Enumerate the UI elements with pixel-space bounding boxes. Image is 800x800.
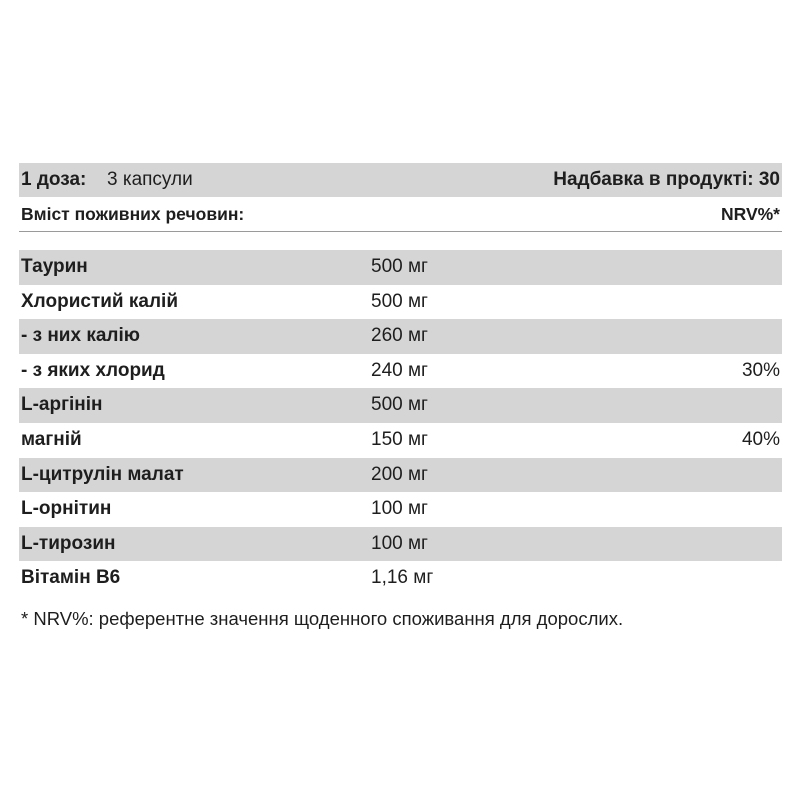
nutrient-amount: 500 мг [371, 394, 428, 416]
nutrient-amount: 100 мг [371, 532, 428, 554]
serving-header-row [19, 163, 782, 197]
nutrient-amount: 100 мг [371, 498, 428, 520]
nutrient-amount: 500 мг [371, 256, 428, 277]
nutrient-amount: 240 мг [371, 359, 428, 381]
nutrient-name: - з яких хлорид [21, 359, 165, 381]
table-row [19, 388, 782, 423]
dose-value: 3 капсули [107, 169, 193, 190]
nutrient-nrv: 40% [741, 428, 780, 450]
table-row [19, 527, 782, 562]
nutrient-name: - з них калію [21, 325, 140, 347]
nutrient-name: L-тирозин [21, 532, 116, 554]
table-row [19, 492, 782, 527]
dose-label: 1 доза: [21, 169, 87, 190]
nutrient-amount: 1,16 мг [371, 567, 434, 589]
nutrition-table [19, 163, 782, 596]
table-row [19, 561, 782, 596]
nutrient-name: Таурин [21, 256, 88, 277]
nutrient-amount: 260 мг [371, 325, 428, 347]
nutrient-name: Хлористий калій [21, 290, 179, 312]
nutrient-name: L-цитрулін малат [21, 463, 184, 485]
nutrient-name: L-орнітин [21, 498, 112, 520]
nrv-footnote: * NRV%: референтне значення щоденного споживання для дорослих. [21, 608, 624, 629]
table-row [19, 458, 782, 493]
nutrient-amount: 500 мг [371, 290, 428, 312]
header-spacer [19, 232, 782, 250]
nutrient-name: магній [21, 428, 82, 450]
table-row [19, 285, 782, 320]
nutrient-nrv: 30% [741, 359, 780, 381]
table-row [19, 250, 782, 285]
nutrient-amount: 200 мг [371, 463, 428, 485]
table-row [19, 423, 782, 458]
nutrient-name: Вітамін В6 [21, 567, 121, 589]
servings-per-container: Надбавка в продукті: 30 [553, 169, 780, 190]
table-row [19, 319, 782, 354]
nrv-column-label: NRV%* [720, 204, 780, 224]
nutrient-name: L-аргінін [21, 394, 103, 416]
table-row [19, 354, 782, 389]
nutrient-amount: 150 мг [371, 428, 428, 450]
nutrients-label: Вміст поживних речовин: [21, 204, 245, 224]
nutrients-header-row [19, 197, 782, 232]
